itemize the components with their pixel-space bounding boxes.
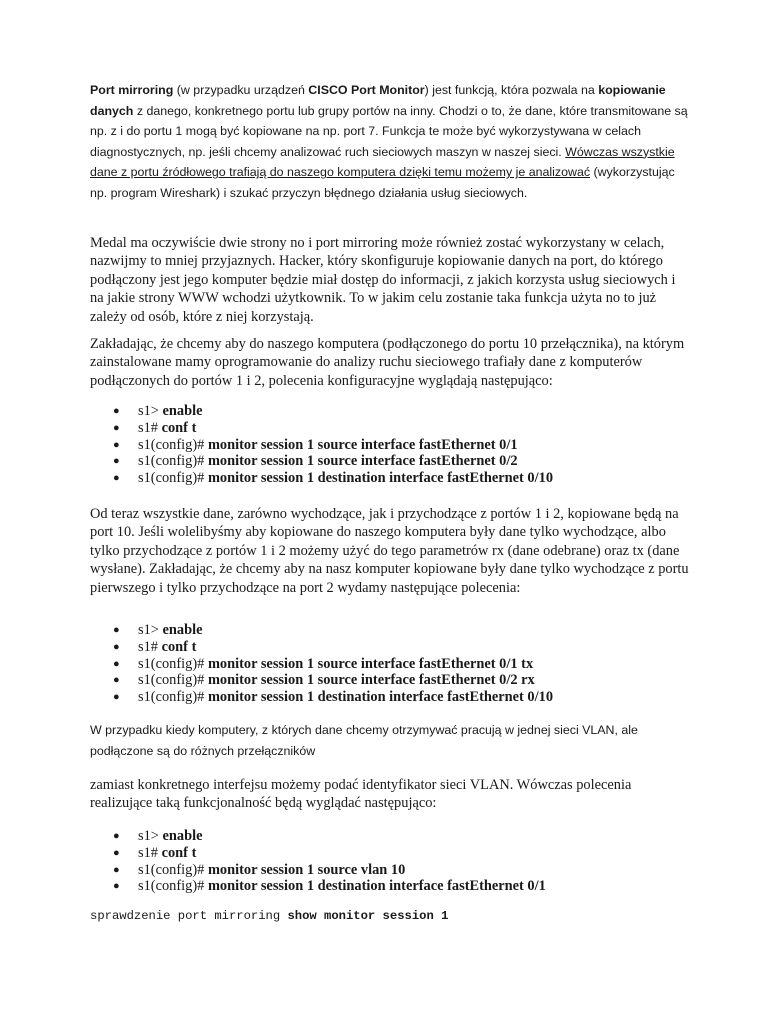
command-text: monitor session 1 source interface fastEthernet 0/2 rx <box>207 672 535 689</box>
command-prefix: s1> <box>138 622 163 638</box>
command-prefix: s1(config)# <box>138 861 208 878</box>
bullet-icon: ● <box>113 472 120 485</box>
command-text: enable <box>162 622 203 638</box>
intro-underlined: Wówczas wszystkie dane z portu źródłowego trafiają do naszego komputera dzięki temu możemy je analizować <box>90 144 675 180</box>
command-text: conf t <box>161 638 197 655</box>
command-prefix: s1> <box>138 828 163 844</box>
bullet-icon: ● <box>113 657 120 670</box>
command-item <box>90 845 546 862</box>
command-list-1 <box>90 403 553 487</box>
command-prefix: s1(config)# <box>138 689 208 706</box>
bullet-icon: ● <box>113 880 120 893</box>
command-text: monitor session 1 destination interface fastEthernet 0/1 <box>207 878 546 895</box>
command-item <box>90 828 546 845</box>
command-item <box>90 470 553 487</box>
bullet-icon: ● <box>113 674 120 687</box>
intro-text-2: ) jest funkcją, która pozwala na <box>424 83 599 97</box>
intro-text-3: z danego, konkretnego portu lub grupy portów na inny. Chodzi o to, że dane, które transmitowane są np. z i do portu 1 mogą być kopiowane na np. port 7. Funkcja te może być wykorzystywana w celach diagnostycznych, np. jeśli chcemy analizować ruch sieciowych maszyn w naszej sieci. <box>90 103 688 159</box>
command-item <box>90 862 546 879</box>
bullet-icon: ● <box>113 438 120 451</box>
command-item <box>90 639 553 656</box>
paragraph-vlan-config: zamiast konkretnego interfejsu możemy podać identyfikator sieci VLAN. Wówczas polecenia realizujące taką funkcjonalność będą wyglądać następująco: <box>90 777 632 812</box>
command-item <box>90 403 553 420</box>
command-list-3 <box>90 828 546 895</box>
command-text: conf t <box>161 419 197 436</box>
command-item <box>90 420 553 437</box>
command-item <box>90 689 553 706</box>
command-list-2 <box>90 622 553 706</box>
command-prefix: s1# <box>138 419 162 436</box>
footer-check-command <box>90 908 448 924</box>
command-item <box>90 878 546 895</box>
bullet-icon: ● <box>113 640 120 653</box>
command-prefix: s1(config)# <box>138 470 208 487</box>
bullet-icon: ● <box>113 421 120 434</box>
intro-paragraph <box>90 80 690 204</box>
command-prefix: s1(config)# <box>138 655 208 672</box>
command-item <box>90 656 553 673</box>
command-item <box>90 622 553 639</box>
command-item <box>90 453 553 470</box>
bullet-icon: ● <box>113 405 120 417</box>
command-text: monitor session 1 source interface fastEthernet 0/1 tx <box>207 655 534 672</box>
bullet-icon: ● <box>113 863 120 876</box>
bullet-icon: ● <box>113 830 120 842</box>
intro-term: Port mirroring <box>90 83 174 97</box>
bullet-icon: ● <box>113 691 120 704</box>
bullet-icon: ● <box>113 455 120 468</box>
intro-text-1: (w przypadku urządzeń <box>173 83 309 97</box>
paragraph-config-intro: Zakładając, że chcemy aby do naszego komputera (podłączonego do portu 10 przełącznika), na którym zainstalowane mamy oprogramowanie do analizy ruchu sieciowego trafiały dane z komputerów podłączonych do portów 1 i 2, polecenia konfiguracyjne wyglądają następująco: <box>90 336 685 389</box>
command-text: monitor session 1 source interface fastEthernet 0/2 <box>207 453 518 470</box>
paragraph-vlan-intro: W przypadku kiedy komputery, z których dane chcemy otrzymywać pracują w jednej sieci VLAN, ale podłączone są do różnych przełączników <box>90 723 638 758</box>
intro-cisco-term: CISCO Port Monitor <box>308 83 425 97</box>
bullet-icon: ● <box>113 624 120 636</box>
command-prefix: s1(config)# <box>138 453 208 470</box>
footer-command: show monitor session 1 <box>287 909 449 923</box>
command-text: enable <box>162 828 203 844</box>
command-text: monitor session 1 source vlan 10 <box>207 861 406 878</box>
command-text: conf t <box>161 844 197 861</box>
command-text: monitor session 1 destination interface fastEthernet 0/10 <box>207 689 554 706</box>
command-item <box>90 672 553 689</box>
command-prefix: s1# <box>138 638 162 655</box>
intro-copy-term: kopiowanie danych <box>90 83 666 118</box>
command-prefix: s1(config)# <box>138 436 208 453</box>
command-prefix: s1(config)# <box>138 878 208 895</box>
command-prefix: s1(config)# <box>138 672 208 689</box>
paragraph-rx-tx: Od teraz wszystkie dane, zarówno wychodzące, jak i przychodzące z portów 1 i 2, kopiowane będą na port 10. Jeśli wolelibyśmy aby kopiowane do naszego komputera były dane tylko wychodzące, albo tylko przychodzące z portów 1 i 2 możemy użyć do tego parametrów rx (dane odebrane) oraz tx (dane wysłane). Zakładając, że chcemy aby na nasz komputer kopiowane były dane tylko wychodzące z portu pierwszego i tylko przychodzące na port 2 wydamy następujące polecenia: <box>90 506 689 596</box>
footer-label: sprawdzenie port mirroring <box>90 909 288 923</box>
command-item <box>90 437 553 454</box>
command-prefix: s1# <box>138 844 162 861</box>
command-prefix: s1> <box>138 403 163 419</box>
command-text: monitor session 1 destination interface fastEthernet 0/10 <box>207 470 554 487</box>
command-text: monitor session 1 source interface fastEthernet 0/1 <box>207 436 518 453</box>
intro-text-4: (wykorzystując np. program Wireshark) i szukać przyczyn błędnego działania usług sieciowych. <box>90 165 675 200</box>
paragraph-mirroring-risks: Medal ma oczywiście dwie strony no i port mirroring może również zostać wykorzystany w celach, nazwijmy to mniej przyjaznych. Hacker, który skonfiguruje kopiowanie danych na port, do którego podłączony jest jego komputer będzie miał dostęp do informacji, z jakich korzysta usług sieciowych i na jakie strony WWW wchodzi użytkownik. To w jakim celu zostanie taka funkcja użyta no to już zależy od osób, które z niej korzystają. <box>90 235 676 325</box>
bullet-icon: ● <box>113 846 120 859</box>
command-text: enable <box>162 403 203 419</box>
